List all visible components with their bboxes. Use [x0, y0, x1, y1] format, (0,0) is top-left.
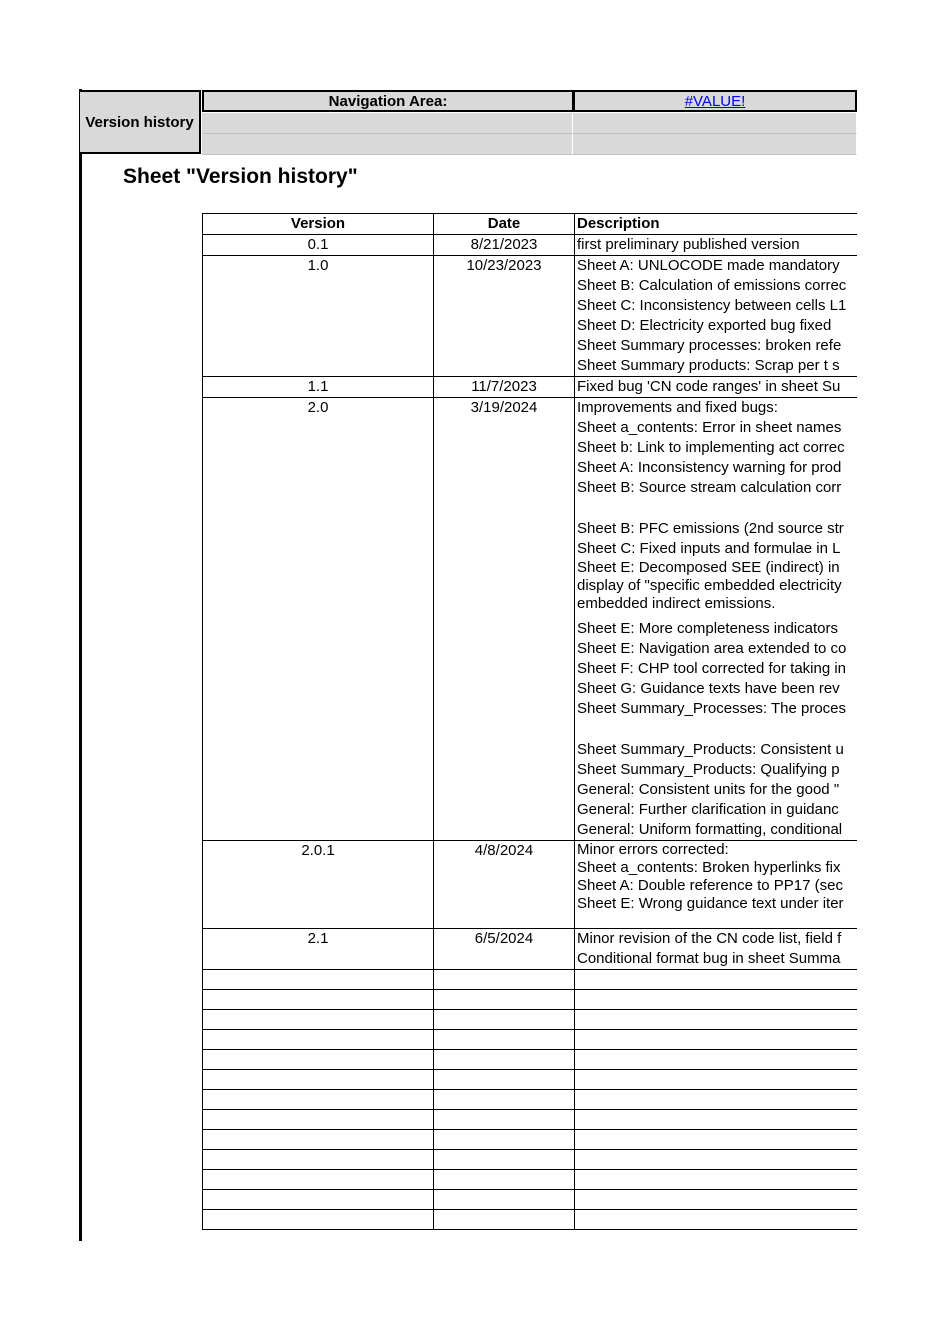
empty-cell[interactable]: [203, 1090, 434, 1110]
version-table: [202, 213, 857, 1230]
empty-cell[interactable]: [203, 970, 434, 990]
description-line: Sheet E: Navigation area extended to co: [577, 640, 847, 657]
description-line: General: Consistent units for the good ": [577, 781, 840, 798]
empty-cell[interactable]: [575, 1130, 858, 1150]
description-line: Sheet a_contents: Error in sheet names: [577, 419, 842, 436]
description-line: Sheet E: Decomposed SEE (indirect) in: [577, 559, 840, 576]
empty-cell[interactable]: [203, 1010, 434, 1030]
empty-row[interactable]: [203, 1170, 858, 1190]
description-line: Improvements and fixed bugs:: [577, 399, 778, 416]
empty-cell[interactable]: [203, 1130, 434, 1150]
empty-row[interactable]: [203, 970, 858, 990]
empty-cell[interactable]: [434, 1050, 575, 1070]
cell-date[interactable]: 11/7/2023: [434, 377, 575, 398]
empty-cell[interactable]: [434, 1210, 575, 1230]
description-line: Sheet Summary_Processes: The proces: [577, 700, 847, 717]
description-line: display of "specific embedded electricity: [577, 577, 842, 594]
empty-cell[interactable]: [575, 1070, 858, 1090]
empty-row[interactable]: [203, 1030, 858, 1050]
description-line: Sheet A: Inconsistency warning for prod: [577, 459, 842, 476]
cell-date[interactable]: 3/19/2024: [434, 398, 575, 841]
description-line: Minor errors corrected:: [577, 841, 729, 858]
nav-empty-cell: [202, 113, 573, 134]
sheet-frame-left-border: [79, 89, 82, 1241]
empty-cell[interactable]: [434, 1010, 575, 1030]
description-line: Sheet B: Source stream calculation corr: [577, 479, 842, 496]
empty-cell[interactable]: [575, 1010, 858, 1030]
empty-cell[interactable]: [575, 1050, 858, 1070]
description-line: Sheet Summary products: Scrap per t s: [577, 357, 840, 374]
empty-cell[interactable]: [434, 1130, 575, 1150]
description-spacer: [577, 719, 857, 740]
description-line: Sheet B: Calculation of emissions correc: [577, 277, 847, 294]
cell-version[interactable]: 1.0: [203, 256, 434, 377]
cell-date[interactable]: 6/5/2024: [434, 929, 575, 970]
description-line: first preliminary published version: [577, 236, 800, 253]
table-header-row: [203, 214, 858, 235]
description-spacer: [577, 498, 857, 519]
cell-version[interactable]: 2.0.1: [203, 841, 434, 929]
description-line: Sheet Summary_Products: Consistent u: [577, 741, 844, 758]
cell-version[interactable]: 1.1: [203, 377, 434, 398]
cell-date[interactable]: 4/8/2024: [434, 841, 575, 929]
sheet-title: Sheet "Version history": [123, 165, 358, 188]
empty-row[interactable]: [203, 1190, 858, 1210]
empty-cell[interactable]: [434, 1190, 575, 1210]
empty-row[interactable]: [203, 990, 858, 1010]
empty-cell[interactable]: [434, 970, 575, 990]
description-line: Sheet b: Link to implementing act correc: [577, 439, 845, 456]
nav-empty-cell: [573, 113, 857, 134]
cell-version[interactable]: 0.1: [203, 235, 434, 256]
empty-cell[interactable]: [575, 970, 858, 990]
cell-description[interactable]: [575, 398, 858, 841]
empty-row[interactable]: [203, 1150, 858, 1170]
empty-row[interactable]: [203, 1110, 858, 1130]
table-row[interactable]: [203, 235, 858, 256]
cell-description[interactable]: [575, 235, 858, 256]
description-line: Sheet Summary processes: broken refe: [577, 337, 842, 354]
empty-cell[interactable]: [203, 1170, 434, 1190]
empty-cell[interactable]: [575, 990, 858, 1010]
empty-cell[interactable]: [434, 1090, 575, 1110]
empty-cell[interactable]: [203, 990, 434, 1010]
description-line: Sheet A: Double reference to PP17 (sec: [577, 877, 843, 894]
description-line: Fixed bug 'CN code ranges' in sheet Su: [577, 378, 841, 395]
empty-cell[interactable]: [575, 1030, 858, 1050]
table-row[interactable]: [203, 398, 858, 841]
empty-cell[interactable]: [434, 1070, 575, 1090]
empty-cell[interactable]: [434, 1110, 575, 1130]
cell-description[interactable]: [575, 377, 858, 398]
empty-cell[interactable]: [434, 1150, 575, 1170]
empty-cell[interactable]: [575, 1210, 858, 1230]
cell-date[interactable]: 8/21/2023: [434, 235, 575, 256]
table-row[interactable]: [203, 377, 858, 398]
description-line: Sheet a_contents: Broken hyperlinks fix: [577, 859, 841, 876]
description-line: Sheet A: UNLOCODE made mandatory: [577, 257, 840, 274]
cell-description[interactable]: [575, 841, 858, 929]
description-line: Sheet C: Fixed inputs and formulae in L: [577, 540, 841, 557]
empty-cell[interactable]: [575, 1110, 858, 1130]
description-line: Sheet D: Electricity exported bug fixed: [577, 317, 832, 334]
empty-cell[interactable]: [203, 1110, 434, 1130]
description-line: embedded indirect emissions.: [577, 595, 776, 612]
description-line: Sheet C: Inconsistency between cells L1: [577, 297, 847, 314]
empty-cell[interactable]: [434, 1170, 575, 1190]
empty-cell[interactable]: [575, 1090, 858, 1110]
empty-cell[interactable]: [203, 1150, 434, 1170]
nav-empty-cell: [202, 134, 573, 155]
nav-link-value[interactable]: #VALUE!: [573, 90, 857, 112]
empty-cell[interactable]: [203, 1030, 434, 1050]
empty-cell[interactable]: [575, 1170, 858, 1190]
description-line: Sheet G: Guidance texts have been rev: [577, 680, 840, 697]
empty-row[interactable]: [203, 1010, 858, 1030]
cell-version[interactable]: 2.1: [203, 929, 434, 970]
header-date: Date: [434, 214, 575, 235]
empty-cell[interactable]: [203, 1190, 434, 1210]
cell-description[interactable]: [575, 929, 858, 970]
empty-cell[interactable]: [203, 1070, 434, 1090]
empty-cell[interactable]: [575, 1190, 858, 1210]
nav-sheet-label: Version history: [80, 90, 201, 154]
table-row[interactable]: [203, 929, 858, 970]
empty-row[interactable]: [203, 1070, 858, 1090]
description-line: Sheet Summary_Products: Qualifying p: [577, 761, 840, 778]
nav-empty-cell: [573, 134, 857, 155]
description-line: Conditional format bug in sheet Summa: [577, 950, 841, 967]
nav-area-label: Navigation Area:: [202, 90, 574, 112]
table-row[interactable]: [203, 256, 858, 377]
cell-description[interactable]: [575, 256, 858, 377]
empty-cell[interactable]: [434, 990, 575, 1010]
description-line: Sheet E: Wrong guidance text under iter: [577, 895, 844, 912]
empty-row[interactable]: [203, 1130, 858, 1150]
cell-version[interactable]: 2.0: [203, 398, 434, 841]
empty-cell[interactable]: [203, 1210, 434, 1230]
description-line: Sheet E: More completeness indicators: [577, 620, 838, 637]
empty-cell[interactable]: [203, 1050, 434, 1070]
description-spacer: [577, 913, 857, 928]
header-description: Description: [575, 214, 858, 235]
cell-date[interactable]: 10/23/2023: [434, 256, 575, 377]
version-table-container: [202, 213, 857, 1241]
empty-cell[interactable]: [434, 1030, 575, 1050]
table-row[interactable]: [203, 841, 858, 929]
empty-cell[interactable]: [575, 1150, 858, 1170]
empty-row[interactable]: [203, 1050, 858, 1070]
description-line: Sheet B: PFC emissions (2nd source str: [577, 520, 844, 537]
description-line: General: Further clarification in guidanc: [577, 801, 839, 818]
description-line: Sheet F: CHP tool corrected for taking in: [577, 660, 847, 677]
description-line: Minor revision of the CN code list, field f: [577, 930, 842, 947]
header-version: Version: [203, 214, 434, 235]
description-line: General: Uniform formatting, conditional: [577, 821, 843, 838]
empty-row[interactable]: [203, 1090, 858, 1110]
empty-row[interactable]: [203, 1210, 858, 1230]
